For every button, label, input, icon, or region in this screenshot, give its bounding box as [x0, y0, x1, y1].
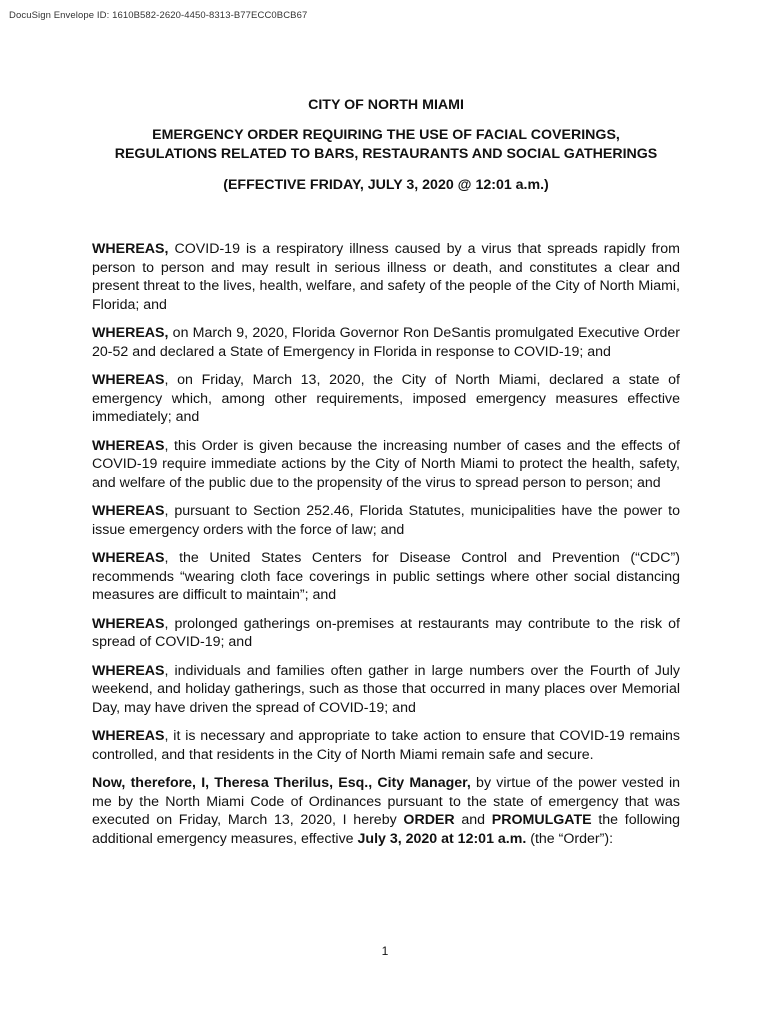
whereas-paragraph-8 [92, 662, 680, 718]
docusign-envelope-id: DocuSign Envelope ID: 1610B582-2620-4450-8313-B77ECC0BCB67 [9, 10, 308, 21]
whereas-lead: WHEREAS [92, 503, 165, 519]
whereas-paragraph-6 [92, 549, 680, 605]
whereas-text: , it is necessary and appropriate to take action to ensure that COVID-19 remains controlled, and that residents in the City of North Miami remain safe and secure. [92, 728, 680, 763]
whereas-lead: WHEREAS, [92, 241, 169, 257]
whereas-text: COVID-19 is a respiratory illness caused by a virus that spreads rapidly from person to person and may result in serious illness or death, and constitutes a clear and present threat to the lives, health, welfare, and safety of the people of the City of North Miami, Florida; and [92, 241, 680, 313]
whereas-text: , this Order is given because the increasing number of cases and the effects of COVID-19 require immediate actions by the City of North Miami to protect the health, safety, and welfare of the public due to the propensity of the virus to spread person to person; and [92, 437, 680, 491]
whereas-text: , the United States Centers for Disease Control and Prevention (“CDC”) recommends “wearing cloth face coverings in public settings where other social distancing measures are difficult to maintain”; and [92, 550, 680, 603]
whereas-lead: WHEREAS [92, 437, 165, 454]
promulgate-keyword: PROMULGATE [491, 812, 592, 828]
whereas-text: , individuals and families often gather in large numbers over the Fourth of July weekend, and holiday gatherings, such as those that occurred in many places over Memorial Day, may have driven the spread of COVID-19; and [92, 662, 680, 716]
whereas-paragraph-2 [92, 324, 680, 361]
page-number: 1 [381, 944, 389, 958]
effective-date-title: (EFFECTIVE FRIDAY, JULY 3, 2020 @ 12:01 a.m.) [223, 177, 549, 193]
now-therefore-text-4: (the “Order”): [526, 830, 614, 847]
whereas-text: , pursuant to Section 252.46, Florida Statutes, municipalities have the power to issue emergency orders with the force of law; and [92, 503, 680, 538]
whereas-lead: WHEREAS [92, 662, 165, 679]
whereas-text: , prolonged gatherings on-premises at restaurants may contribute to the risk of spread of COVID-19; and [92, 615, 680, 650]
document-page [92, 96, 680, 858]
whereas-paragraph-9 [92, 727, 680, 764]
whereas-text: on March 9, 2020, Florida Governor Ron DeSantis promulgated Executive Order 20-52 and declared a State of Emergency in Florida in response to COVID-19; and [92, 325, 680, 360]
whereas-text: , on Friday, March 13, 2020, the City of North Miami, declared a state of emergency which, among other requirements, imposed emergency measures effective immediately; and [92, 372, 680, 425]
order-title-line-1: EMERGENCY ORDER REQUIRING THE USE OF FACIAL COVERINGS, [152, 127, 620, 143]
city-title: CITY OF NORTH MIAMI [308, 97, 464, 113]
whereas-lead: WHEREAS [92, 372, 165, 388]
now-therefore-text-2: and [454, 812, 492, 828]
whereas-paragraph-7 [92, 615, 680, 652]
now-therefore-text-3: the following additional emergency measures, effective [92, 812, 680, 847]
whereas-lead: WHEREAS [92, 550, 165, 566]
order-keyword: ORDER [403, 812, 455, 828]
now-therefore-text-1: by virtue of the power vested in me by the North Miami Code of Ordinances pursuant to the state of emergency that was executed on Friday, March 13, 2020, I hereby [92, 775, 680, 828]
effective-datetime: July 3, 2020 at 12:01 a.m. [357, 830, 527, 847]
whereas-lead: WHEREAS [92, 728, 165, 744]
whereas-paragraph-1 [92, 240, 680, 314]
whereas-lead: WHEREAS [92, 615, 165, 632]
now-therefore-paragraph [92, 774, 680, 848]
whereas-paragraph-5 [92, 502, 680, 539]
whereas-paragraph-4 [92, 437, 680, 493]
now-therefore-lead: Now, therefore, I, Theresa Therilus, Esq., City Manager, [92, 775, 471, 791]
whereas-lead: WHEREAS, [92, 325, 169, 341]
order-title-line-2: REGULATIONS RELATED TO BARS, RESTAURANTS AND SOCIAL GATHERINGS [114, 146, 658, 162]
whereas-paragraph-3 [92, 371, 680, 427]
